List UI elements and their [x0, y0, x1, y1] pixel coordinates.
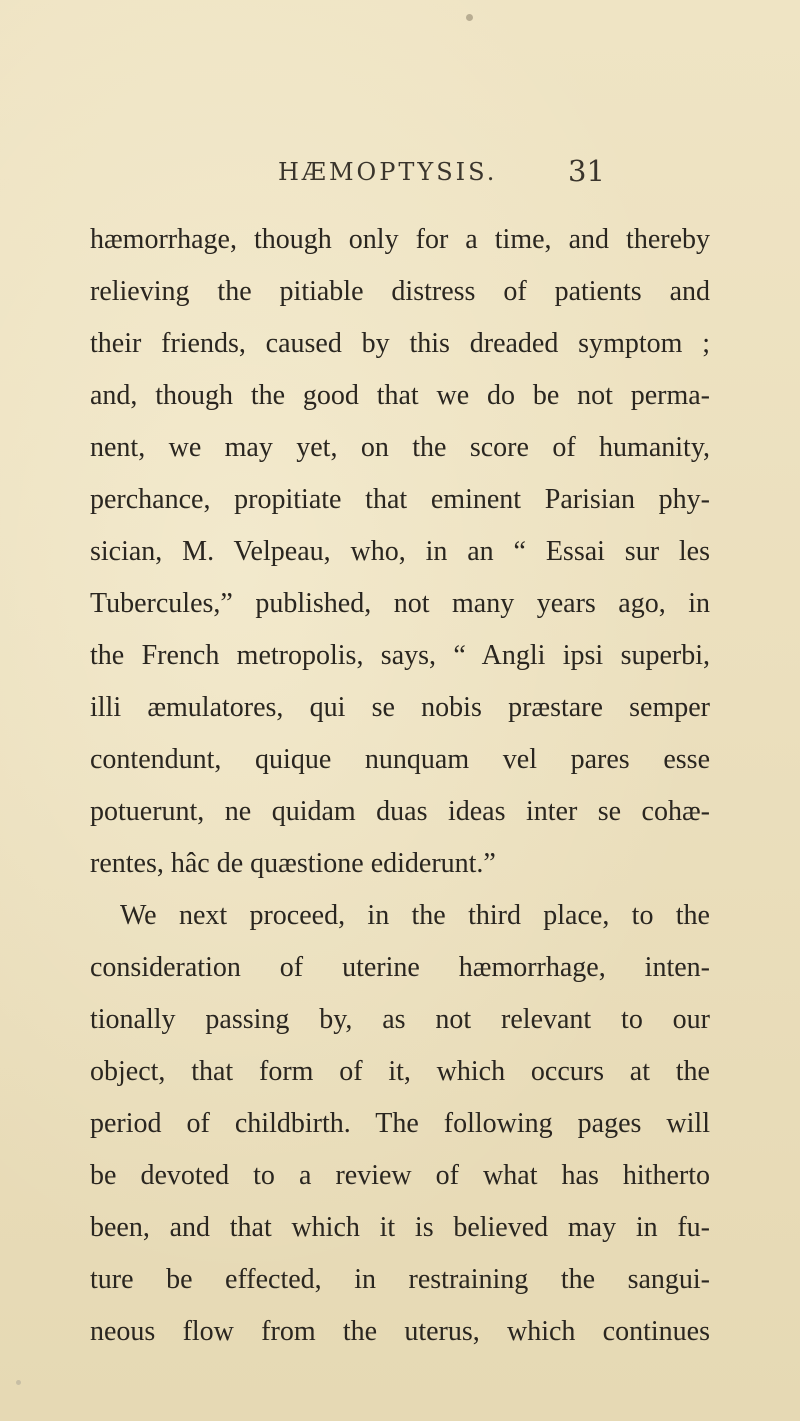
text-line: illi æmulatores, qui se nobis præstare semper: [90, 692, 710, 723]
text-line: Tubercules,” published, not many years ago, in: [90, 588, 710, 619]
running-title: HÆMOPTYSIS.: [278, 158, 498, 186]
text-line: neous flow from the uterus, which continues: [90, 1316, 710, 1347]
page-number: 31: [568, 154, 605, 188]
text-line: nent, we may yet, on the score of humanity,: [90, 432, 710, 463]
text-line: rentes, hâc de quæstione ediderunt.”: [90, 848, 496, 879]
body-text: [90, 214, 710, 1358]
page-header: [0, 150, 800, 190]
text-line: been, and that which it is believed may in fu-: [90, 1212, 710, 1243]
text-line: contendunt, quique nunquam vel pares esse: [90, 744, 710, 775]
text-line: hæmorrhage, though only for a time, and thereby: [90, 224, 710, 255]
text-line: relieving the pitiable distress of patients and: [90, 276, 710, 307]
text-line: tionally passing by, as not relevant to our: [90, 1004, 710, 1035]
text-line: object, that form of it, which occurs at the: [90, 1056, 710, 1087]
text-line: ture be effected, in restraining the sangui-: [90, 1264, 710, 1295]
text-line: We next proceed, in the third place, to the: [120, 900, 710, 931]
text-line: sician, M. Velpeau, who, in an “ Essai sur les: [90, 536, 710, 567]
text-line: the French metropolis, says, “ Angli ipsi superbi,: [90, 640, 710, 671]
paper-speck: [16, 1380, 21, 1385]
text-line: consideration of uterine hæmorrhage, inten-: [90, 952, 710, 983]
text-line: be devoted to a review of what has hitherto: [90, 1160, 710, 1191]
paper-speck: [466, 14, 473, 21]
text-line: and, though the good that we do be not perma-: [90, 380, 710, 411]
text-line: their friends, caused by this dreaded symptom ;: [90, 328, 710, 359]
text-line: period of childbirth. The following pages will: [90, 1108, 710, 1139]
text-line: potuerunt, ne quidam duas ideas inter se cohæ-: [90, 796, 710, 827]
text-line: perchance, propitiate that eminent Parisian phy-: [90, 484, 710, 515]
